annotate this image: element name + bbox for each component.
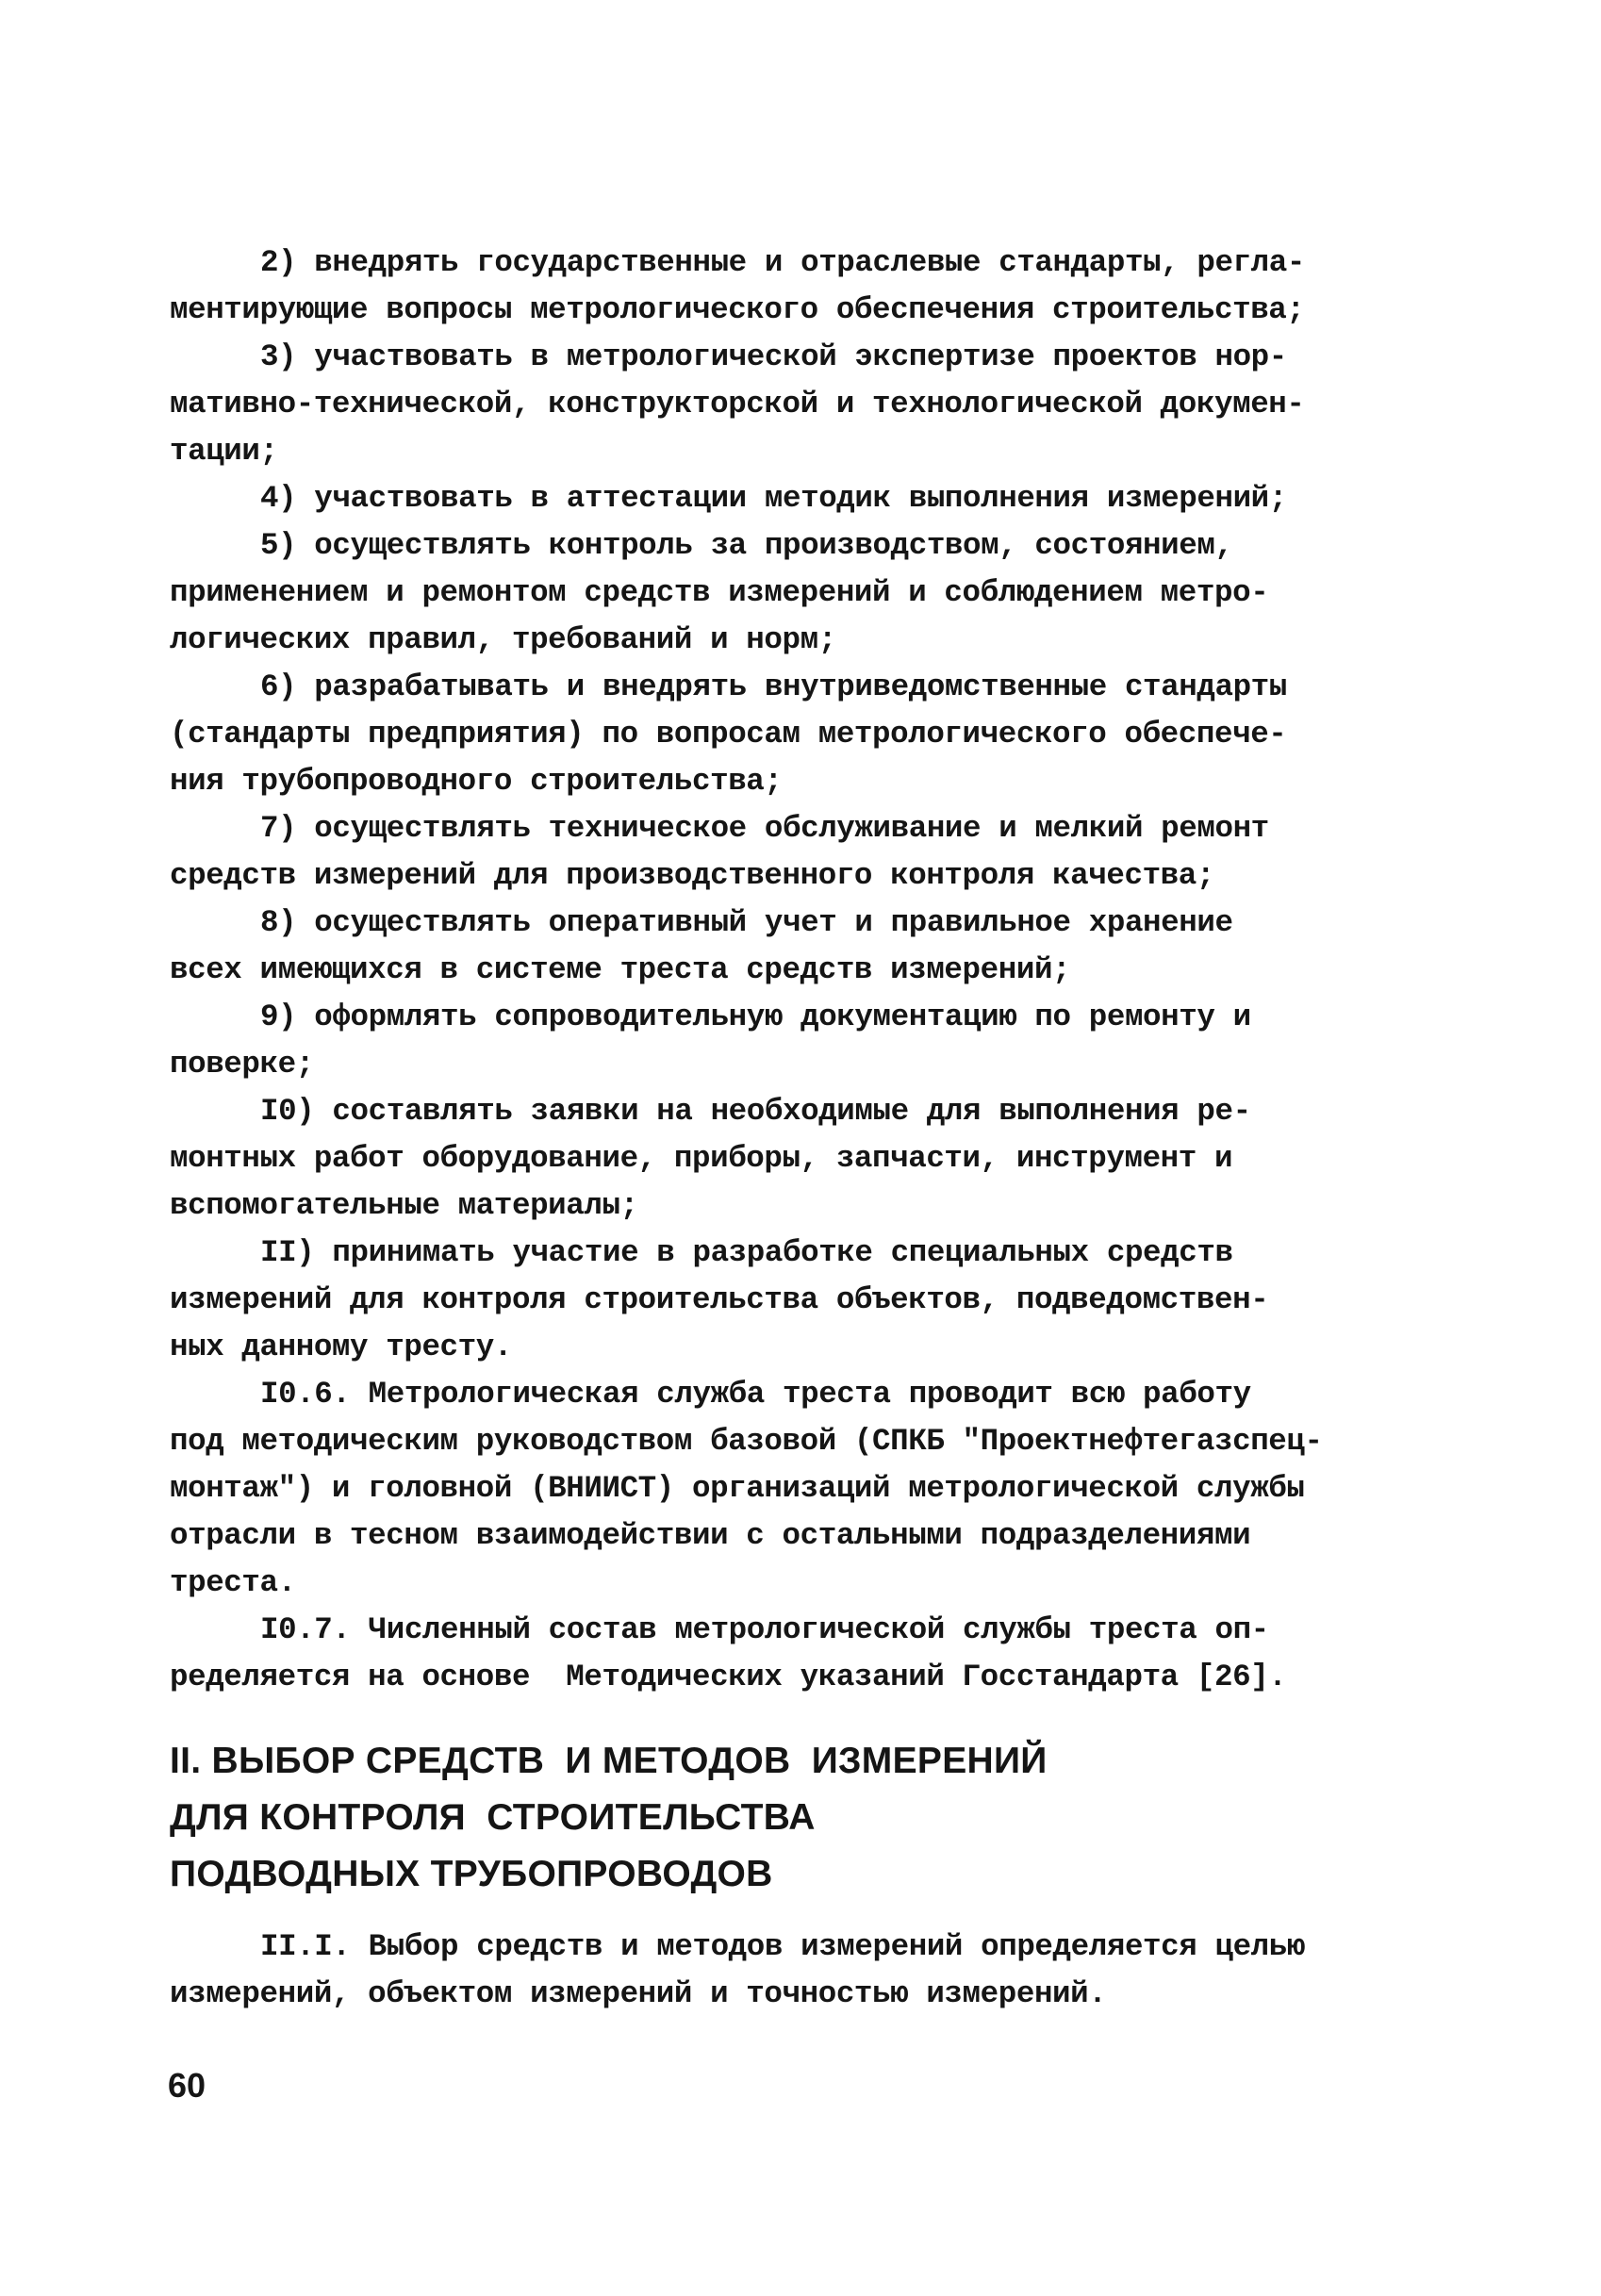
text-line: I0.7. Численный состав метрологической службы треста оп- [260, 1612, 1269, 1647]
text-line: измерений для контроля строительства объектов, подведомствен- [170, 1282, 1269, 1317]
body-text [170, 240, 1386, 1701]
text-line: мативно-технической, конструкторской и технологической докумен- [170, 387, 1305, 421]
text-line: поверке; [170, 1047, 314, 1082]
text-line: 9) оформлять сопроводительную документацию по ремонту и [260, 999, 1251, 1034]
text-line: 8) осуществлять оперативный учет и правильное хранение [260, 905, 1233, 940]
text-line: ментирующие вопросы метрологического обеспечения строительства; [170, 292, 1305, 327]
text-line: ния трубопроводного строительства; [170, 764, 783, 799]
text-line: логических правил, требований и норм; [170, 622, 836, 657]
section-body-text [170, 1924, 1386, 2018]
text-line: средств измерений для производственного контроля качества; [170, 858, 1214, 893]
section-heading-line: II. ВЫБОР СРЕДСТВ И МЕТОДОВ ИЗМЕРЕНИЙ [170, 1741, 1048, 1781]
text-line: I0) составлять заявки на необходимые для выполнения ре- [260, 1094, 1251, 1129]
text-line: всех имеющихся в системе треста средств измерений; [170, 952, 1071, 987]
text-line: 7) осуществлять техническое обслуживание и мелкий ремонт [260, 811, 1269, 846]
text-line: ных данному тресту. [170, 1330, 512, 1364]
text-line: I0.6. Метрологическая служба треста проводит всю работу [260, 1377, 1251, 1412]
text-line: монтных работ оборудование, приборы, запчасти, инструмент и [170, 1141, 1233, 1176]
text-line: отрасли в тесном взаимодействии с остальными подразделениями [170, 1518, 1251, 1553]
text-line: применением и ремонтом средств измерений и соблюдением метро- [170, 575, 1269, 610]
text-line: под методическим руководством базовой (СПКБ "Проектнефтегазспец- [170, 1424, 1323, 1459]
page-number: 60 [168, 2066, 206, 2105]
text-line: тации; [170, 434, 278, 469]
section-heading-line: ПОДВОДНЫХ ТРУБОПРОВОДОВ [170, 1854, 773, 1894]
text-line: ределяется на основе Методических указаний Госстандарта [26]. [170, 1660, 1287, 1694]
text-line: измерений, объектом измерений и точностью измерений. [170, 1976, 1107, 2011]
text-line: II) принимать участие в разработке специальных средств [260, 1235, 1233, 1270]
text-line: монтаж") и головной (ВНИИСТ) организаций метрологической службы [170, 1471, 1305, 1506]
text-line: (стандарты предприятия) по вопросам метрологического обеспече- [170, 717, 1287, 752]
section-heading-line: ДЛЯ КОНТРОЛЯ СТРОИТЕЛЬСТВА [170, 1797, 816, 1838]
section-heading [170, 1733, 1207, 1903]
text-line: 3) участвовать в метрологической экспертизе проектов нор- [260, 339, 1287, 374]
text-line: 6) разрабатывать и внедрять внутриведомственные стандарты [260, 669, 1287, 704]
text-line: II.I. Выбор средств и методов измерений определяется целью [260, 1929, 1305, 1964]
text-line: треста. [170, 1565, 296, 1600]
text-line: вспомогательные материалы; [170, 1188, 638, 1223]
text-line: 4) участвовать в аттестации методик выполнения измерений; [260, 481, 1287, 516]
text-line: 5) осуществлять контроль за производством, состоянием, [260, 528, 1233, 563]
text-line: 2) внедрять государственные и отраслевые стандарты, регла- [260, 245, 1305, 280]
